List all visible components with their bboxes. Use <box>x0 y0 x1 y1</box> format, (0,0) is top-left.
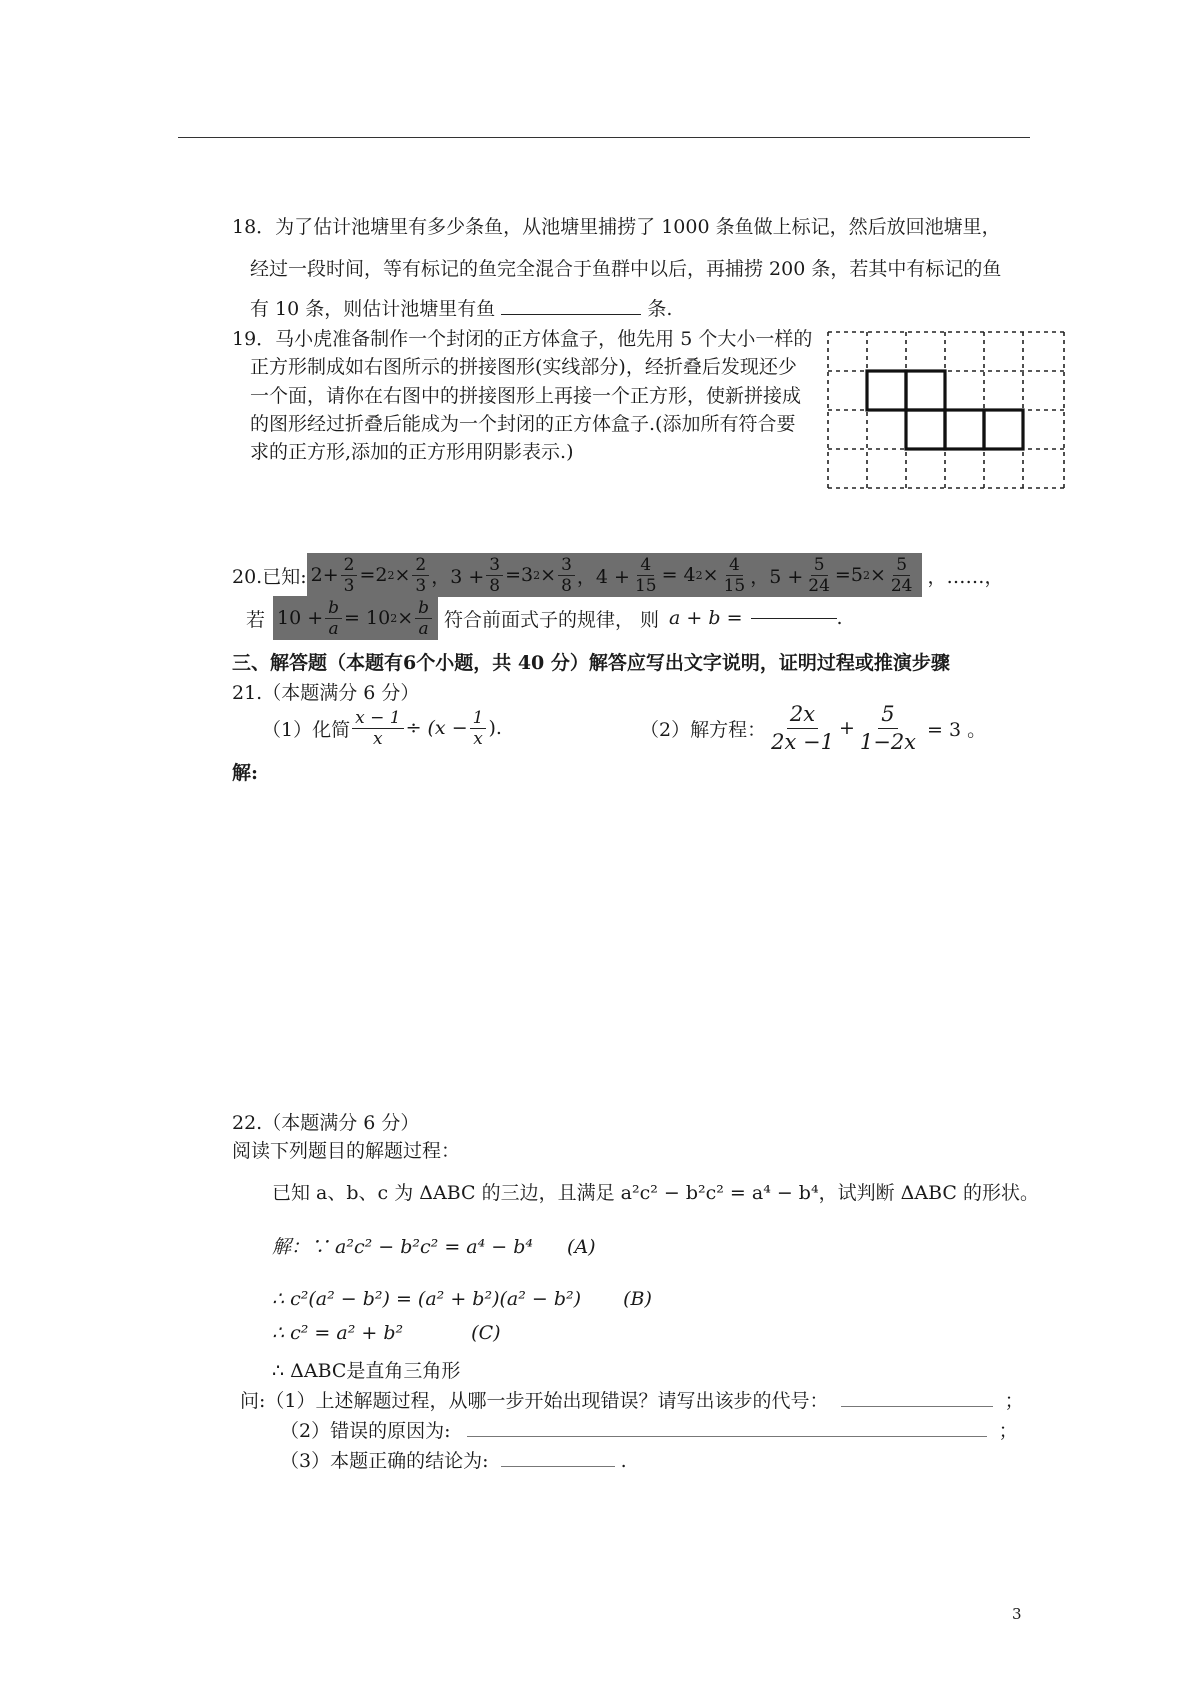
g-eq: = 10 <box>344 607 391 629</box>
q22-step-a <box>272 1232 596 1259</box>
q22-ask2-end: ； <box>998 1420 1018 1442</box>
e4-den: 24 <box>808 575 830 596</box>
q20-prefix: 20.已知: <box>232 565 307 588</box>
q21-title: 21.（本题满分 6 分） <box>232 682 420 704</box>
q20-answer-blank[interactable] <box>751 618 837 619</box>
e1-num: 2 <box>341 555 358 576</box>
g-den2: a <box>418 618 429 639</box>
q22-ask3-text: （3）本题正确的结论为: <box>280 1450 489 1472</box>
q20-general <box>273 596 438 640</box>
e4-int: ，5 + <box>750 565 804 588</box>
q20-line2 <box>246 596 843 640</box>
net-square-1 <box>867 371 906 410</box>
q22-ask2-blank[interactable] <box>467 1436 987 1437</box>
e4-num2: 5 <box>893 555 910 576</box>
q18-line3 <box>250 294 672 321</box>
q21-p1-end: ). <box>488 717 502 739</box>
q22-ask1-end: ； <box>1004 1390 1024 1412</box>
e2-eq: =3 <box>505 564 534 586</box>
q21-p1-num2: 1 <box>470 708 487 729</box>
q22-tag-c: (C) <box>471 1322 501 1344</box>
q21-answer-label: 解: <box>232 762 259 784</box>
q18-text: 有 10 条，则估计池塘里有鱼 <box>250 298 496 320</box>
q18-line2: 经过一段时间，等有标记的鱼完全混合于鱼群中以后，再捕捞 200 条，若其中有标记的鱼 <box>250 258 1002 280</box>
q20-ask: a + b = <box>669 607 743 629</box>
g-den: a <box>328 618 339 639</box>
q21-p1-den2: x <box>473 728 483 749</box>
q22-given: 已知 a、b、c 为 ΔABC 的三边，且满足 a²c² − b²c² = a⁴ − b⁴，试判断 ΔABC 的形状。 <box>272 1182 1039 1204</box>
q21-p1-num: x − 1 <box>352 708 403 729</box>
cube-net-grid[interactable] <box>826 330 1066 490</box>
q21-p2-num2: 5 <box>878 701 897 729</box>
e3-num: 4 <box>637 555 654 576</box>
q22-ask2-text: （2）错误的原因为: <box>280 1420 451 1442</box>
q22-tag-b: (B) <box>623 1288 652 1310</box>
q19-line4: 的图形经过折叠后能成为一个封闭的正方体盒子.(添加所有符合要 <box>250 413 796 435</box>
q22-step-a-text: 解：∵ a²c² − b²c² = a⁴ − b⁴ <box>272 1236 533 1258</box>
q22-title: 22.（本题满分 6 分） <box>232 1112 420 1134</box>
q18-unit: 条. <box>647 298 673 320</box>
q20-mid: 符合前面式子的规律， 则 <box>444 608 660 631</box>
net-square-2 <box>906 371 945 410</box>
e1-eq: =2 <box>359 564 388 586</box>
q22-ask2 <box>280 1416 1018 1443</box>
q22-tag-a: (A) <box>567 1236 596 1258</box>
q22-ask1-text: 问:（1）上述解题过程，从哪一步开始出现错误？请写出该步的代号： <box>240 1390 829 1412</box>
q22-ask1-blank[interactable] <box>841 1406 993 1407</box>
e3-exp: 2 <box>695 568 703 582</box>
q19-line2: 正方形制成如右图所示的拼接图形(实线部分)，经折叠后发现还少 <box>250 356 797 378</box>
e3-den2: 15 <box>723 575 746 596</box>
q21-part1 <box>262 704 502 752</box>
e4-den2: 24 <box>890 575 913 596</box>
q21-p2-den1: 2x −1 <box>771 729 834 754</box>
q21-p2-label: （2）解方程： <box>640 718 767 741</box>
net-square-3 <box>906 410 945 449</box>
q21-p2-num1: 2x <box>787 701 818 729</box>
e3-int: ，4 + <box>576 565 630 588</box>
e4-eq: =5 <box>834 564 863 586</box>
q21-p2-den2: 1−2x <box>859 729 917 754</box>
e2-den2: 8 <box>561 575 572 596</box>
q19-line3: 一个面，请你在右图中的拼接图形上再接一个正方形，使新拼接成 <box>250 385 802 407</box>
g-num: b <box>325 598 342 619</box>
cube-net-figure <box>826 330 1066 490</box>
g-exp: 2 <box>390 611 398 625</box>
q20-examples <box>307 553 922 597</box>
q22-step-c <box>272 1322 501 1344</box>
e4-num: 5 <box>811 555 828 576</box>
e1-den: 3 <box>343 575 355 596</box>
q20-end: . <box>836 607 843 629</box>
section3-heading: 三、解答题（本题有6个小题，共 40 分）解答应写出文字说明，证明过程或推演步骤 <box>232 652 950 674</box>
e3-num2: 4 <box>726 555 743 576</box>
q22-ask3-end: . <box>620 1450 627 1472</box>
q19-line1: 19．马小虎准备制作一个封闭的正方体盒子，他先用 5 个大小一样的 <box>232 328 813 350</box>
e2-exp: 2 <box>533 568 541 582</box>
q22-conclusion: ∴ ΔABC是直角三角形 <box>272 1360 461 1382</box>
e4-times: × <box>869 564 886 586</box>
q21-p1-den: x <box>373 728 383 749</box>
e1-num2: 2 <box>412 555 429 576</box>
q22-ask3-blank[interactable] <box>501 1466 615 1467</box>
e2-int: ，3 + <box>431 565 485 588</box>
e2-den: 8 <box>489 575 501 596</box>
e3-eq: = 4 <box>661 564 696 586</box>
net-square-5 <box>984 410 1023 449</box>
q20-line1 <box>232 553 1004 597</box>
q22-ask1 <box>240 1386 1024 1413</box>
q22-step-b-text: ∴ c²(a² − b²) = (a² + b²)(a² − b²) <box>272 1288 582 1310</box>
e1-exp: 2 <box>387 568 395 582</box>
net-square-4 <box>945 410 984 449</box>
q18-line1: 18．为了估计池塘里有多少条鱼，从池塘里捕捞了 1000 条鱼做上标记，然后放回池塘里， <box>232 216 1001 238</box>
q21-p2-plus: + <box>838 717 855 739</box>
q18-answer-blank[interactable] <box>501 314 641 315</box>
q21-p1-mid: ÷ (x − <box>405 717 468 739</box>
e3-den: 15 <box>634 575 657 596</box>
e4-exp: 2 <box>862 568 870 582</box>
q21-part2 <box>640 700 986 756</box>
e3-times: × <box>702 564 719 586</box>
e2-num2: 3 <box>558 555 575 576</box>
page-number: 3 <box>1012 1605 1022 1623</box>
q22-intro: 阅读下列题目的解题过程： <box>232 1140 461 1162</box>
q22-step-b <box>272 1288 652 1310</box>
q21-answer-area[interactable] <box>232 790 1012 1080</box>
q22-ask3 <box>280 1446 627 1473</box>
e1-int: 2+ <box>310 564 339 586</box>
q22-step-c-text: ∴ c² = a² + b² <box>272 1322 404 1344</box>
header-rule <box>178 137 1030 138</box>
g-times: × <box>397 607 414 629</box>
solid-net <box>867 371 1023 449</box>
e1-den2: 3 <box>415 575 427 596</box>
e1-times: × <box>394 564 411 586</box>
q20-if: 若 <box>246 608 266 631</box>
g-int: 10 + <box>277 607 324 629</box>
q19-line5: 求的正方形,添加的正方形用阴影表示.) <box>250 441 574 463</box>
e2-times: × <box>540 564 557 586</box>
q21-p2-end: = 3 。 <box>927 718 987 741</box>
e2-num: 3 <box>486 555 503 576</box>
q20-ellipsis: ，……， <box>927 565 1004 588</box>
q21-p1-label: （1）化简 <box>262 718 351 741</box>
g-num2: b <box>415 598 432 619</box>
